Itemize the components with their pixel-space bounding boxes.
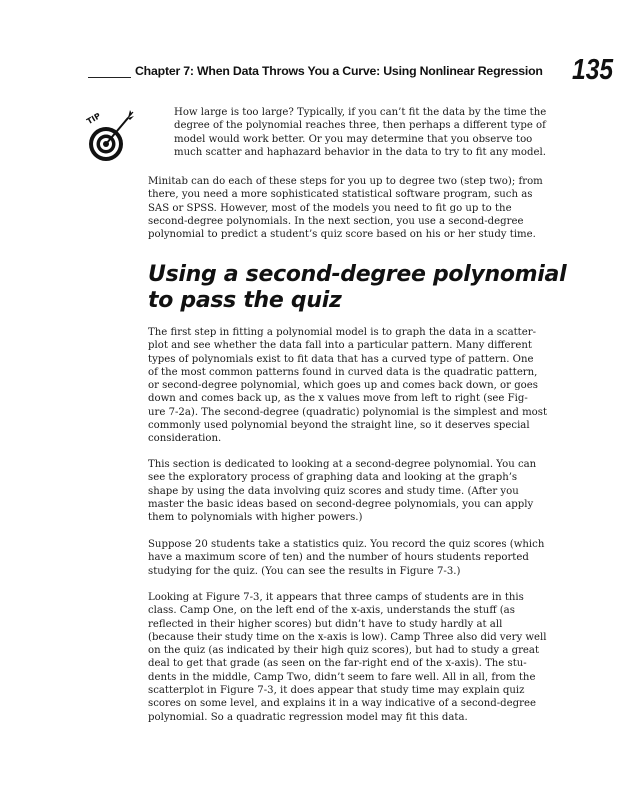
text-line: commonly used polynomial beyond the straight line, so it deserves special [148, 420, 530, 432]
text-line: Looking at Figure 7-3, it appears that three camps of students are in this [148, 592, 524, 603]
text-line: them to polynomials with higher powers.) [148, 512, 363, 524]
text-line: see the exploratory process of graphing data and looking at the graph’s [148, 472, 518, 484]
text-line: Suppose 20 students take a statistics quiz. You record the quiz scores (which [148, 539, 545, 550]
page-number: 135 [572, 54, 614, 86]
tip-line: much scatter and haphazard behavior in the data to try to fit any model. [174, 146, 546, 158]
text-line: down and comes back up, as the x values move from left to right (see Fig- [148, 393, 528, 405]
text-line: shape by using the data involving quiz scores and study time. (After you [148, 485, 519, 497]
text-line: deal to get that grade (as seen on the far-right end of the x-axis). The stu- [148, 658, 527, 670]
text-line: polynomial. So a quadratic regression model may fit this data. [148, 711, 468, 723]
tip-line: degree of the polynomial reaches three, then perhaps a different type of [174, 120, 546, 132]
text-line: there, you need a more sophisticated statistical software program, such as [148, 189, 533, 201]
text-line: scores on some level, and explains it in a way indicative of a second-degree [148, 698, 536, 710]
text-line: have a maximum score of ten) and the number of hours students reported [148, 552, 529, 564]
paragraph-suppose [148, 538, 544, 578]
text-line: class. Camp One, on the left end of the x-axis, understands the stuff (as [148, 605, 515, 617]
text-line: types of polynomials exist to fit data that has a curved type of pattern. One [148, 353, 534, 365]
tip-icon-label: TIP [85, 111, 103, 127]
text-line: scatterplot in Figure 7-3, it does appear that study time may explain quiz [148, 685, 525, 697]
running-header: Chapter 7: When Data Throws You a Curve: Using Nonlinear Regression [135, 64, 543, 78]
text-line: master the basic ideas based on second-degree polynomials, you can apply [148, 498, 534, 510]
section-heading [148, 262, 566, 314]
paragraph-minitab [148, 175, 554, 241]
text-line: polynomial to predict a student’s quiz score based on his or her study time. [148, 229, 536, 241]
text-line: reflected in their higher scores) but didn’t have to study hardly at all [148, 618, 503, 630]
text-line: of the most common patterns found in curved data is the quadratic pattern, [148, 366, 538, 378]
text-line: consideration. [148, 433, 222, 445]
paragraph-section-intro [148, 458, 536, 524]
text-line: This section is dedicated to looking at a second-degree polynomial. You can [148, 459, 537, 470]
text-line: second-degree polynomials. In the next section, you use a second-degree [148, 215, 524, 227]
text-line: ure 7-2a). The second-degree (quadratic) polynomial is the simplest and most [148, 406, 548, 418]
header-rule [88, 77, 131, 78]
text-line: SAS or SPSS. However, most of the models you need to fit go up to the [148, 202, 512, 214]
heading-line: to pass the quiz [148, 288, 342, 313]
paragraph-first-step [148, 326, 547, 446]
text-line: The first step in fitting a polynomial model is to graph the data in a scatter- [148, 327, 536, 338]
tip-line: model would work better. Or you may determine that you observe too [174, 133, 533, 145]
text-line: on the quiz (as indicated by their high quiz scores), but had to study a great [148, 645, 540, 657]
tip-text [174, 106, 554, 159]
text-line: studying for the quiz. (You can see the results in Figure 7-3.) [148, 565, 461, 577]
text-line: (because their study time on the x-axis is low). Camp Three also did very well [148, 631, 547, 643]
text-line: or second-degree polynomial, which goes up and comes back down, or goes [148, 380, 538, 392]
text-line: dents in the middle, Camp Two, didn’t seem to fare well. All in all, from the [148, 671, 536, 683]
text-line: plot and see whether the data fall into a particular pattern. Many different [148, 340, 532, 352]
tip-target-icon [84, 104, 134, 168]
paragraph-looking-at-figure [148, 591, 547, 724]
heading-line: Using a second-degree polynomial [148, 262, 567, 287]
text-line: Minitab can do each of these steps for you up to degree two (step two); from [148, 176, 543, 187]
tip-line: How large is too large? Typically, if you can’t fit the data by the time the [174, 107, 547, 118]
